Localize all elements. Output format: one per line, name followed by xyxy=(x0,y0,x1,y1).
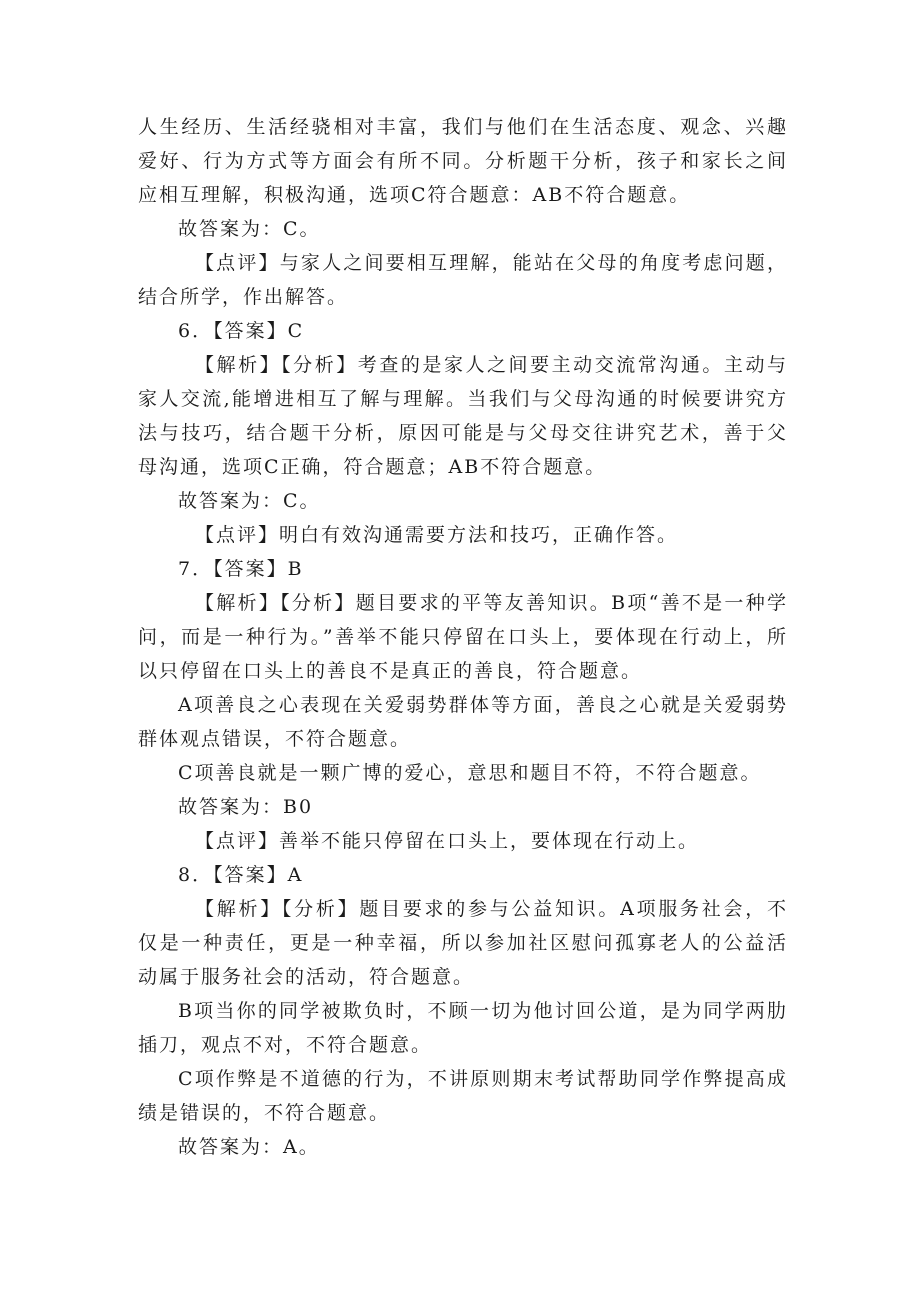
option-explanation: C项善良就是一颗广博的爱心，意思和题目不符，不符合题意。 xyxy=(178,762,762,784)
answer-line: 故答案为：A。 xyxy=(178,1136,320,1158)
answer-line: 故答案为：C。 xyxy=(178,490,321,512)
analysis-paragraph: 【解析】【分析】题目要求的参与公益知识。A项服务社会，不仅是一种责任，更是一种幸福，所以参加社区慰问孤寡老人的公益活动属于服务社会的活动，符合题意。 xyxy=(138,898,788,988)
answer-line: 故答案为：B0 xyxy=(178,796,314,818)
answer-explanation-text xyxy=(138,110,788,1164)
analysis-paragraph: 【解析】【分析】题目要求的平等友善知识。B项“善不是一种学问，而是一种行为。”善举不能只停留在口头上，要体现在行动上，所以只停留在口头上的善良不是真正的善良，符合题意。 xyxy=(138,592,788,682)
option-explanation: C项作弊是不道德的行为，不讲原则期末考试帮助同学作弊提高成绩是错误的，不符合题意。 xyxy=(138,1068,788,1124)
option-explanation: B项当你的同学被欺负时，不顾一切为他讨回公道，是为同学两肋插刀，观点不对，不符合题意。 xyxy=(138,1000,788,1056)
analysis-paragraph: 【解析】【分析】考查的是家人之间要主动交流常沟通。主动与家人交流,能增进相互了解与理解。当我们与父母沟通的时候要讲究方法与技巧，结合题干分析，原因可能是与父母交往讲究艺术，善于父母沟通，选项C正确，符合题意；AB不符合题意。 xyxy=(138,354,788,478)
answer-line: 故答案为：C。 xyxy=(178,218,321,240)
option-explanation: A项善良之心表现在关爱弱势群体等方面，善良之心就是关爱弱势群体观点错误，不符合题意。 xyxy=(138,694,788,750)
comment-paragraph: 【点评】明白有效沟通需要方法和技巧，正确作答。 xyxy=(195,524,679,546)
question-answer-heading: 6．【答案】C xyxy=(178,320,305,342)
question-answer-heading: 7．【答案】B xyxy=(178,558,304,580)
comment-paragraph: 【点评】善举不能只停留在口头上，要体现在行动上。 xyxy=(195,830,700,852)
question-answer-heading: 8．【答案】A xyxy=(178,864,304,886)
paragraph: 人生经历、生活经骁相对丰富，我们与他们在生活态度、观念、兴趣爱好、行为方式等方面会有所不同。分析题干分析，孩子和家长之间应相互理解，积极沟通，选项C符合题意：AB不符合题意。 xyxy=(138,116,788,206)
comment-paragraph: 【点评】与家人之间要相互理解，能站在父母的角度考虑问题，结合所学，作出解答。 xyxy=(138,252,788,308)
